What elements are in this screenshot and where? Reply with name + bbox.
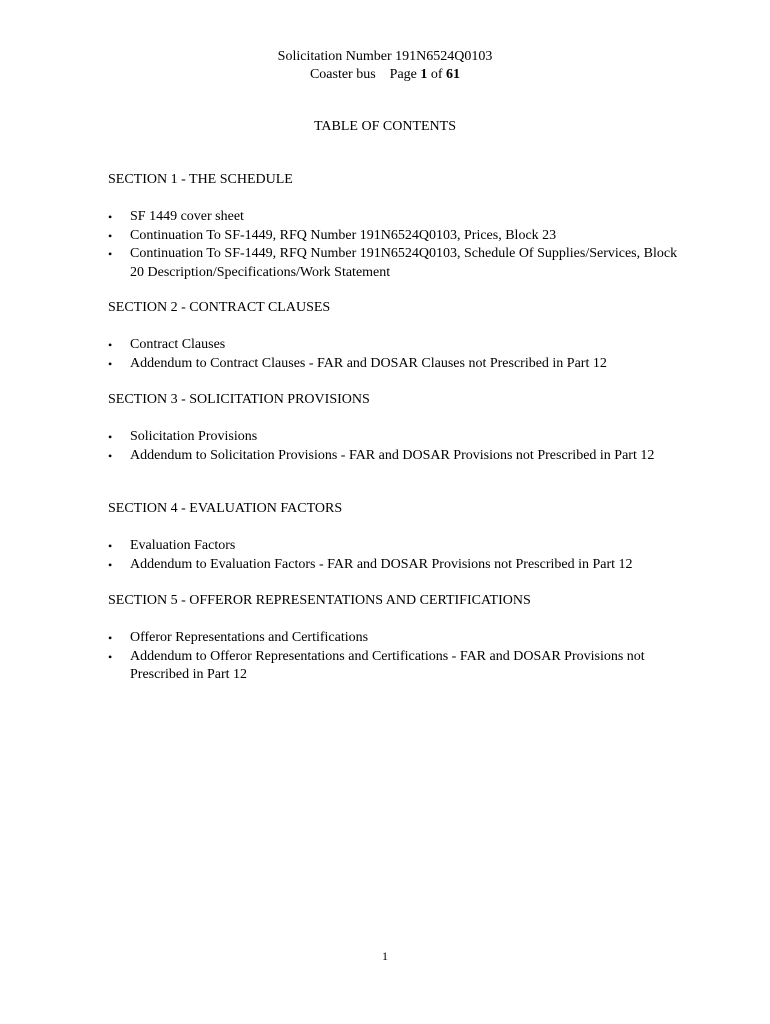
toc-item-text: Continuation To SF-1449, RFQ Number 191N6524Q0103, Schedule Of Supplies/Services, Block 20 Description/Specifications/Work Statement [130,246,678,280]
toc-title: TABLE OF CONTENTS [314,119,456,134]
section-1-items [108,208,688,282]
page-current: 1 [420,67,428,82]
section-heading-3: SECTION 3 - SOLICITATION PROVISIONS [108,392,370,407]
bullet-icon: • [108,448,113,463]
bullet-icon: • [108,356,113,371]
section-4-items [108,537,688,574]
toc-item-text: Addendum to Contract Clauses - FAR and DOSAR Clauses not Prescribed in Part 12 [130,355,607,371]
toc-item-text: Continuation To SF-1449, RFQ Number 191N6524Q0103, Prices, Block 23 [130,227,557,243]
toc-item-text: Addendum to Solicitation Provisions - FAR and DOSAR Provisions not Prescribed in Part 12 [130,447,655,463]
toc-item[interactable] [108,355,688,374]
toc-item-text: Addendum to Offeror Representations and Certifications - FAR and DOSAR Provisions not Prescribed in Part 12 [130,648,645,682]
toc-item[interactable] [108,227,688,246]
bullet-icon: • [108,631,113,645]
toc-item[interactable] [108,428,688,447]
toc-item[interactable] [108,336,688,355]
page-header-line [0,66,770,84]
toc-item[interactable] [108,556,688,575]
page-of: of [430,67,443,82]
page-prefix: Page [389,67,417,82]
toc-item-text: Addendum to Evaluation Factors - FAR and DOSAR Provisions not Prescribed in Part 12 [130,556,633,572]
toc-item-text: Solicitation Provisions [130,429,258,444]
section-heading-5: SECTION 5 - OFFEROR REPRESENTATIONS AND CERTIFICATIONS [108,593,531,608]
section-2-items [108,336,688,373]
bullet-icon: • [108,430,113,444]
section-3-items [108,428,688,465]
toc-item-text: Contract Clauses [130,337,226,352]
section-5-items [108,629,688,685]
toc-item[interactable] [108,537,688,556]
bullet-icon: • [108,539,113,553]
bullet-icon: • [108,649,113,664]
toc-item[interactable] [108,629,688,648]
toc-item-text: Evaluation Factors [130,538,236,553]
bullet-icon: • [108,247,113,261]
page-total: 61 [446,67,461,82]
toc-item[interactable] [108,447,688,466]
subject-text: Coaster bus [309,67,376,82]
bullet-icon: • [108,557,113,572]
toc-item-text: SF 1449 cover sheet [130,209,244,224]
bullet-icon: • [108,228,113,243]
toc-item-text: Offeror Representations and Certifications [130,630,369,645]
bullet-icon: • [108,210,113,224]
toc-item[interactable] [108,208,688,227]
bullet-icon: • [108,338,113,352]
section-heading-4: SECTION 4 - EVALUATION FACTORS [108,501,343,516]
section-heading-2: SECTION 2 - CONTRACT CLAUSES [108,300,331,315]
solicitation-number: Solicitation Number 191N6524Q0103 [277,49,493,64]
toc-item[interactable] [108,648,688,685]
footer-page-number: 1 [382,949,388,963]
section-heading-1: SECTION 1 - THE SCHEDULE [108,172,293,187]
toc-item[interactable] [108,245,688,282]
